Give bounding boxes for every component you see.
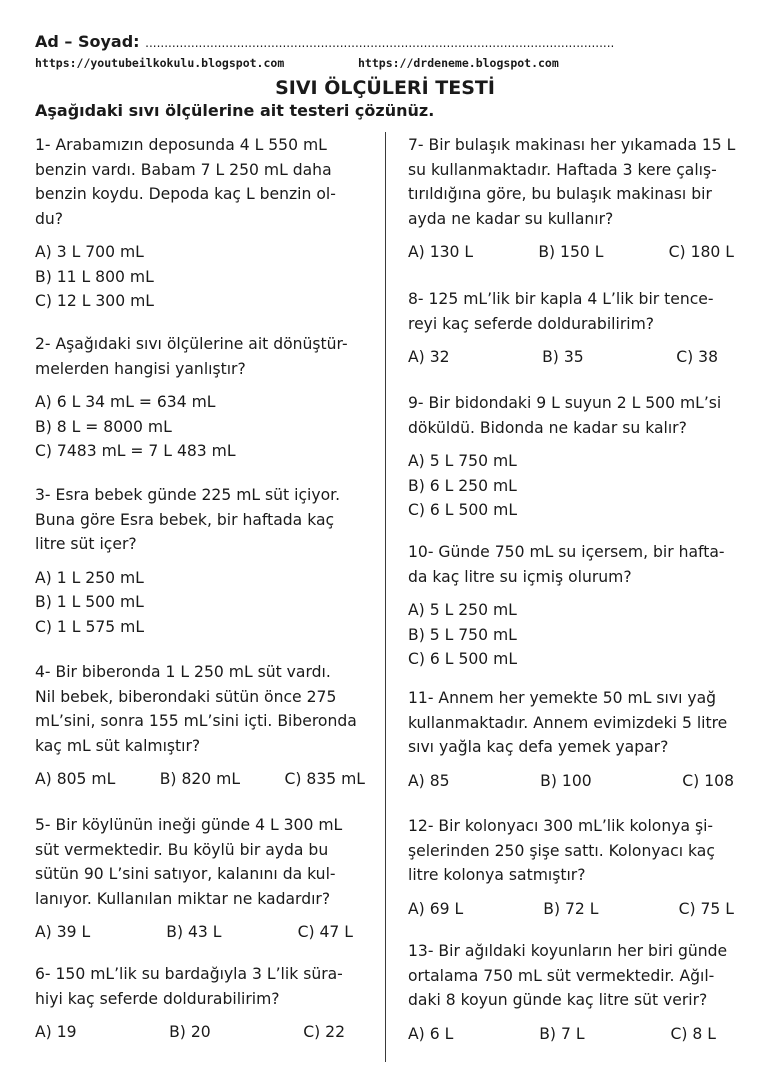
option-c[interactable]: C) 835 mL — [284, 770, 365, 788]
question-text — [408, 287, 734, 336]
option-b[interactable]: B) 1 L 500 mL — [35, 593, 144, 611]
question-line: benzin koydu. Depoda kaç L benzin ol- — [35, 185, 336, 203]
url-left: https://youtubeilkokulu.blogspot.com — [35, 56, 285, 70]
question-12 — [408, 814, 734, 921]
option-a[interactable]: A) 6 L — [408, 1024, 454, 1043]
question-line: 8- 125 mL’lik bir kapla 4 L’lik bir tence- — [408, 290, 714, 308]
option-a[interactable]: A) 69 L — [408, 899, 464, 918]
option-a[interactable]: A) 5 L 750 mL — [408, 452, 517, 470]
question-line: 9- Bir bidondaki 9 L suyun 2 L 500 mL’si — [408, 394, 722, 412]
question-line: melerden hangisi yanlıştır? — [35, 359, 246, 378]
question-line: su kullanmaktadır. Haftada 3 kere çalış- — [408, 160, 717, 179]
question-text — [408, 133, 734, 231]
answer-options — [35, 390, 365, 464]
question-line: 5- Bir köylünün ineği günde 4 L 300 mL — [35, 816, 343, 834]
answer-options — [408, 769, 734, 794]
question-line: hiyi kaç seferde doldurabilirim? — [35, 989, 280, 1008]
option-c[interactable]: C) 47 L — [297, 923, 353, 941]
question-line: döküldü. Bidonda ne kadar su kalır? — [408, 418, 687, 437]
question-line: benzin vardı. Babam 7 L 250 mL daha — [35, 160, 332, 179]
question-text — [35, 660, 365, 758]
option-b[interactable]: B) 43 L — [166, 923, 222, 941]
name-surname-field — [35, 32, 735, 51]
question-line: 1- Arabamızın deposunda 4 L 550 mL — [35, 136, 327, 154]
question-text — [408, 540, 734, 589]
option-c[interactable]: C) 1 L 575 mL — [35, 617, 145, 636]
option-c[interactable]: C) 180 L — [668, 243, 734, 261]
answer-options — [408, 345, 718, 370]
question-1 — [35, 133, 365, 314]
option-a[interactable]: A) 130 L — [408, 243, 474, 261]
option-b[interactable]: B) 820 mL — [159, 770, 241, 788]
option-c[interactable]: C) 108 — [682, 771, 734, 790]
option-a[interactable]: A) 32 — [408, 348, 450, 366]
answer-options — [408, 449, 734, 523]
option-b[interactable]: B) 35 — [542, 348, 584, 366]
answer-options — [408, 240, 734, 265]
option-a[interactable]: A) 3 L 700 mL — [35, 243, 144, 261]
answer-options — [35, 240, 365, 314]
question-line: sıvı yağla kaç defa yemek yapar? — [408, 738, 669, 756]
question-line: lanıyor. Kullanılan miktar ne kadardır? — [35, 889, 331, 908]
question-line: mL’sini, sonra 155 mL’sini içti. Biberonda — [35, 712, 357, 730]
question-line: 2- Aşağıdaki sıvı ölçülerine ait dönüştür- — [35, 335, 348, 353]
question-line: sütün 90 L’sini satıyor, kalanını da kul- — [35, 865, 336, 883]
option-c[interactable]: C) 7483 mL = 7 L 483 mL — [35, 442, 236, 460]
option-c[interactable]: C) 22 — [303, 1023, 345, 1041]
name-label: Ad – Soyad: — [35, 32, 140, 51]
question-2 — [35, 332, 365, 464]
question-8 — [408, 287, 734, 370]
option-b[interactable]: B) 7 L — [539, 1024, 585, 1043]
question-line: 10- Günde 750 mL su içersem, bir hafta- — [408, 543, 725, 561]
option-b[interactable]: B) 11 L 800 mL — [35, 267, 154, 286]
question-7 — [408, 133, 734, 265]
question-text — [35, 813, 365, 911]
option-a[interactable]: A) 39 L — [35, 923, 91, 941]
question-line: tırıldığına göre, bu bulaşık makinası bir — [408, 185, 712, 203]
question-line: litre süt içer? — [35, 535, 137, 553]
question-3 — [35, 483, 365, 639]
option-b[interactable]: B) 5 L 750 mL — [408, 625, 517, 644]
option-a[interactable]: A) 19 — [35, 1023, 77, 1041]
answer-options — [408, 598, 734, 672]
question-line: kullanmaktadır. Annem evimizdeki 5 litre — [408, 713, 728, 732]
option-c[interactable]: C) 6 L 500 mL — [408, 650, 518, 668]
question-text — [408, 939, 734, 1013]
question-line: 3- Esra bebek günde 225 mL süt içiyor. — [35, 486, 341, 504]
answer-options — [35, 566, 365, 640]
question-line: Nil bebek, biberondaki sütün önce 275 — [35, 687, 337, 706]
option-b[interactable]: B) 8 L = 8000 mL — [35, 417, 172, 436]
question-line: ayda ne kadar su kullanır? — [408, 209, 614, 228]
question-line: litre kolonya satmıştır? — [408, 866, 586, 884]
answer-options — [408, 1022, 716, 1047]
question-text — [408, 686, 734, 760]
question-10 — [408, 540, 734, 672]
name-dots: ........................................................................................................................... — [145, 36, 615, 50]
option-b[interactable]: B) 150 L — [538, 243, 604, 261]
question-line: 6- 150 mL’lik su bardağıyla 3 L’lik süra- — [35, 965, 343, 983]
option-b[interactable]: B) 20 — [169, 1023, 211, 1041]
question-line: 7- Bir bulaşık makinası her yıkamada 15 L — [408, 136, 736, 154]
question-line: Buna göre Esra bebek, bir haftada kaç — [35, 510, 335, 529]
question-text — [35, 133, 365, 231]
option-a[interactable]: A) 6 L 34 mL = 634 mL — [35, 393, 216, 411]
answer-options — [35, 1020, 345, 1045]
question-5 — [35, 813, 365, 945]
answer-options — [35, 767, 365, 792]
question-line: reyi kaç seferde doldurabilirim? — [408, 314, 655, 333]
question-line: 12- Bir kolonyacı 300 mL’lik kolonya şi- — [408, 817, 714, 835]
option-a[interactable]: A) 1 L 250 mL — [35, 568, 144, 587]
answer-options — [35, 920, 353, 945]
page-title: SIVI ÖLÇÜLERİ TESTİ — [275, 77, 495, 99]
option-b[interactable]: B) 6 L 250 mL — [408, 476, 517, 495]
question-13 — [408, 939, 734, 1046]
question-line: 4- Bir biberonda 1 L 250 mL süt vardı. — [35, 663, 331, 681]
option-a[interactable]: A) 5 L 250 mL — [408, 601, 517, 619]
instruction: Aşağıdaki sıvı ölçülerine ait testeri çözünüz. — [35, 101, 435, 120]
question-line: ortalama 750 mL süt vermektedir. Ağıl- — [408, 966, 715, 985]
option-b[interactable]: B) 100 — [540, 771, 592, 790]
question-line: şelerinden 250 şişe sattı. Kolonyacı kaç — [408, 841, 715, 860]
question-9 — [408, 391, 734, 523]
question-line: süt vermektedir. Bu köylü bir ayda bu — [35, 840, 329, 859]
question-text — [35, 483, 365, 557]
option-c[interactable]: C) 38 — [676, 348, 718, 366]
question-4 — [35, 660, 365, 792]
option-c[interactable]: C) 6 L 500 mL — [408, 501, 518, 519]
question-line: kaç mL süt kalmıştır? — [35, 736, 201, 755]
question-line: 11- Annem her yemekte 50 mL sıvı yağ — [408, 689, 717, 707]
question-line: daki 8 koyun günde kaç litre süt verir? — [408, 991, 708, 1009]
answer-options — [408, 897, 734, 922]
url-right: https://drdeneme.blogspot.com — [358, 56, 559, 70]
question-11 — [408, 686, 734, 793]
option-a[interactable]: A) 805 mL — [35, 770, 116, 788]
option-c[interactable]: C) 8 L — [670, 1024, 716, 1043]
question-text — [408, 391, 734, 440]
question-line: du? — [35, 209, 64, 228]
question-text — [35, 962, 365, 1011]
question-text — [408, 814, 734, 888]
question-line: 13- Bir ağıldaki koyunların her biri günde — [408, 942, 728, 960]
question-6 — [35, 962, 365, 1045]
option-b[interactable]: B) 72 L — [543, 899, 599, 918]
question-line: da kaç litre su içmiş olurum? — [408, 567, 632, 586]
option-c[interactable]: C) 12 L 300 mL — [35, 292, 154, 310]
option-c[interactable]: C) 75 L — [678, 899, 734, 918]
question-text — [35, 332, 365, 381]
column-divider — [385, 132, 386, 1062]
option-a[interactable]: A) 85 — [408, 771, 450, 790]
